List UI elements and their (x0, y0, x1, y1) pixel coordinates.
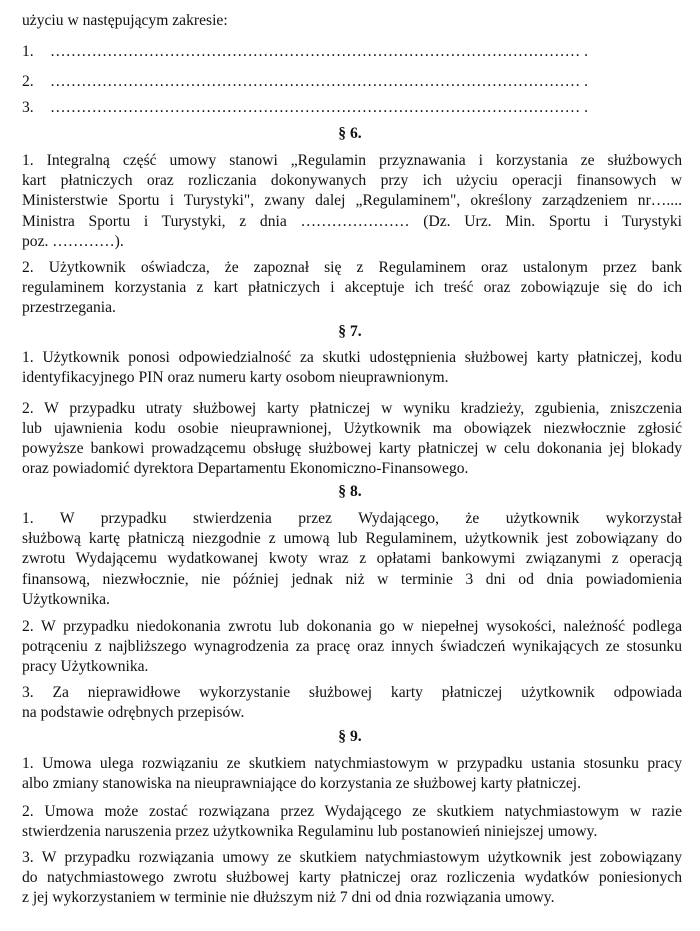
s7-p2-line: oraz powiadomić dyrektora Departamentu Ekonomiczno-Finansowego. (22, 460, 469, 477)
s6-p1-line: 1. Integralną część umowy stanowi „Regulamin przyznawania i korzystania ze służbowych (22, 152, 682, 169)
s8-p3-line: 3. Za nieprawidłowe wykorzystanie służbowej karty płatniczej użytkownik odpowiada (22, 684, 682, 701)
blank-item-dots: ………………………………………………………………………………………… . (50, 99, 588, 116)
blank-item-1 (22, 42, 588, 62)
s6-p1-line: Ministerstwie Sportu i Turystyki", zwany dalej „Regulaminem", określony zarządzeniem nr….... (22, 192, 682, 209)
s8-p2-line: pracy Użytkownika. (22, 658, 149, 675)
s8-p3-line: na podstawie odrębnych przepisów. (22, 704, 245, 721)
s7-p2-line: lub ujawnienia kodu osobie nieuprawnionej, Użytkownik ma obowiązek niezwłocznie zgłosić (22, 420, 682, 437)
blank-item-2 (22, 72, 588, 92)
s6-p2-line: przestrzegania. (22, 299, 116, 316)
s8-p1-line: Użytkownika. (22, 591, 110, 608)
s6-p2-line: 2. Użytkownik oświadcza, że zapoznał się z Regulaminem oraz ustalonym przez bank (22, 259, 682, 276)
s9-p3-line: z jej wykorzystaniem w terminie nie dłuższym niż 7 dni od dnia rozwiązania umowy. (22, 889, 555, 906)
intro-line: użyciu w następującym zakresie: (22, 12, 228, 29)
s8-p1-line: służbową kartę płatniczą niezgodnie z umową lub Regulaminem, użytkownik jest zobowiązany do (22, 530, 682, 547)
blank-item-number: 1. (22, 43, 34, 60)
s9-p2-line: 2. Umowa może zostać rozwiązana przez Wydającego ze skutkiem natychmiastowym w razie (22, 803, 682, 820)
s7-p2-line: powyższe bankowi prowadzącemu obsługę służbowej karty płatniczej w celu dokonania jej blokady (22, 440, 682, 457)
s9-p2-line: stwierdzenia naruszenia przez użytkownika Regulaminu lub postanowień niniejszej umowy. (22, 823, 598, 840)
s7-p1-line: identyfikacyjnego PIN oraz numeru karty osobom nieuprawnionym. (22, 369, 449, 386)
section-8-heading: § 8. (338, 483, 362, 500)
s9-p3-line: do natychmiastowego zwrotu służbowej karty płatniczej oraz rozliczenia wydatków poniesionych (22, 869, 682, 886)
s8-p2-line: 2. W przypadku niedokonania zwrotu lub dokonania go w niepełnej wysokości, należność podlega (22, 618, 682, 635)
s6-p2-line: regulaminem korzystania z kart płatniczych i akceptuje ich treść oraz zobowiązuje się do ich (22, 279, 682, 296)
s9-p1-line: 1. Umowa ulega rozwiązaniu ze skutkiem natychmiastowym w przypadku ustania stosunku pracy (22, 755, 682, 772)
blank-item-number: 3. (22, 99, 34, 116)
blank-item-dots: ………………………………………………………………………………………… . (50, 73, 588, 90)
s8-p1-line: 1. W przypadku stwierdzenia przez Wydającego, że użytkownik wykorzystał (22, 510, 682, 527)
section-6-heading: § 6. (338, 125, 362, 142)
blank-item-dots: ………………………………………………………………………………………… . (50, 43, 588, 60)
blank-item-number: 2. (22, 73, 34, 90)
section-9-heading: § 9. (338, 728, 362, 745)
s6-p1-line: poz. …………). (22, 233, 124, 250)
s7-p2-line: 2. W przypadku utraty służbowej karty płatniczej w wyniku kradzieży, zgubienia, zniszczenia (22, 400, 682, 417)
s8-p1-line: zwrotu Wydającemu wydatkowanej kwoty wraz z opłatami bankowymi związanymi z operacją (22, 550, 682, 567)
section-7-heading: § 7. (338, 323, 362, 340)
s9-p1-line: albo zmiany stanowiska na nieuprawniające do korzystania ze służbowej karty płatniczej. (22, 775, 581, 792)
s6-p1-line: Ministra Sportu i Turystyki, z dnia ………………… (Dz. Urz. Min. Sportu i Turystyki (22, 213, 682, 230)
s8-p2-line: potrąceniu z najbliższego wynagrodzenia za pracę oraz innych świadczeń wynikających ze stosunku (22, 638, 682, 655)
s8-p1-line: finansową, niezwłocznie, nie później jednak niż w terminie 3 dni od dnia powiadomienia (22, 571, 682, 588)
s9-p3-line: 3. W przypadku rozwiązania umowy ze skutkiem natychmiastowym użytkownik jest zobowiązany (22, 849, 682, 866)
s7-p1-line: 1. Użytkownik ponosi odpowiedzialność za skutki udostępnienia służbowej karty płatniczej, kodu (22, 349, 682, 366)
s6-p1-line: kart płatniczych oraz rozliczania dokonywanych przy ich użyciu operacji finansowych w (22, 172, 682, 189)
blank-item-3 (22, 98, 588, 118)
